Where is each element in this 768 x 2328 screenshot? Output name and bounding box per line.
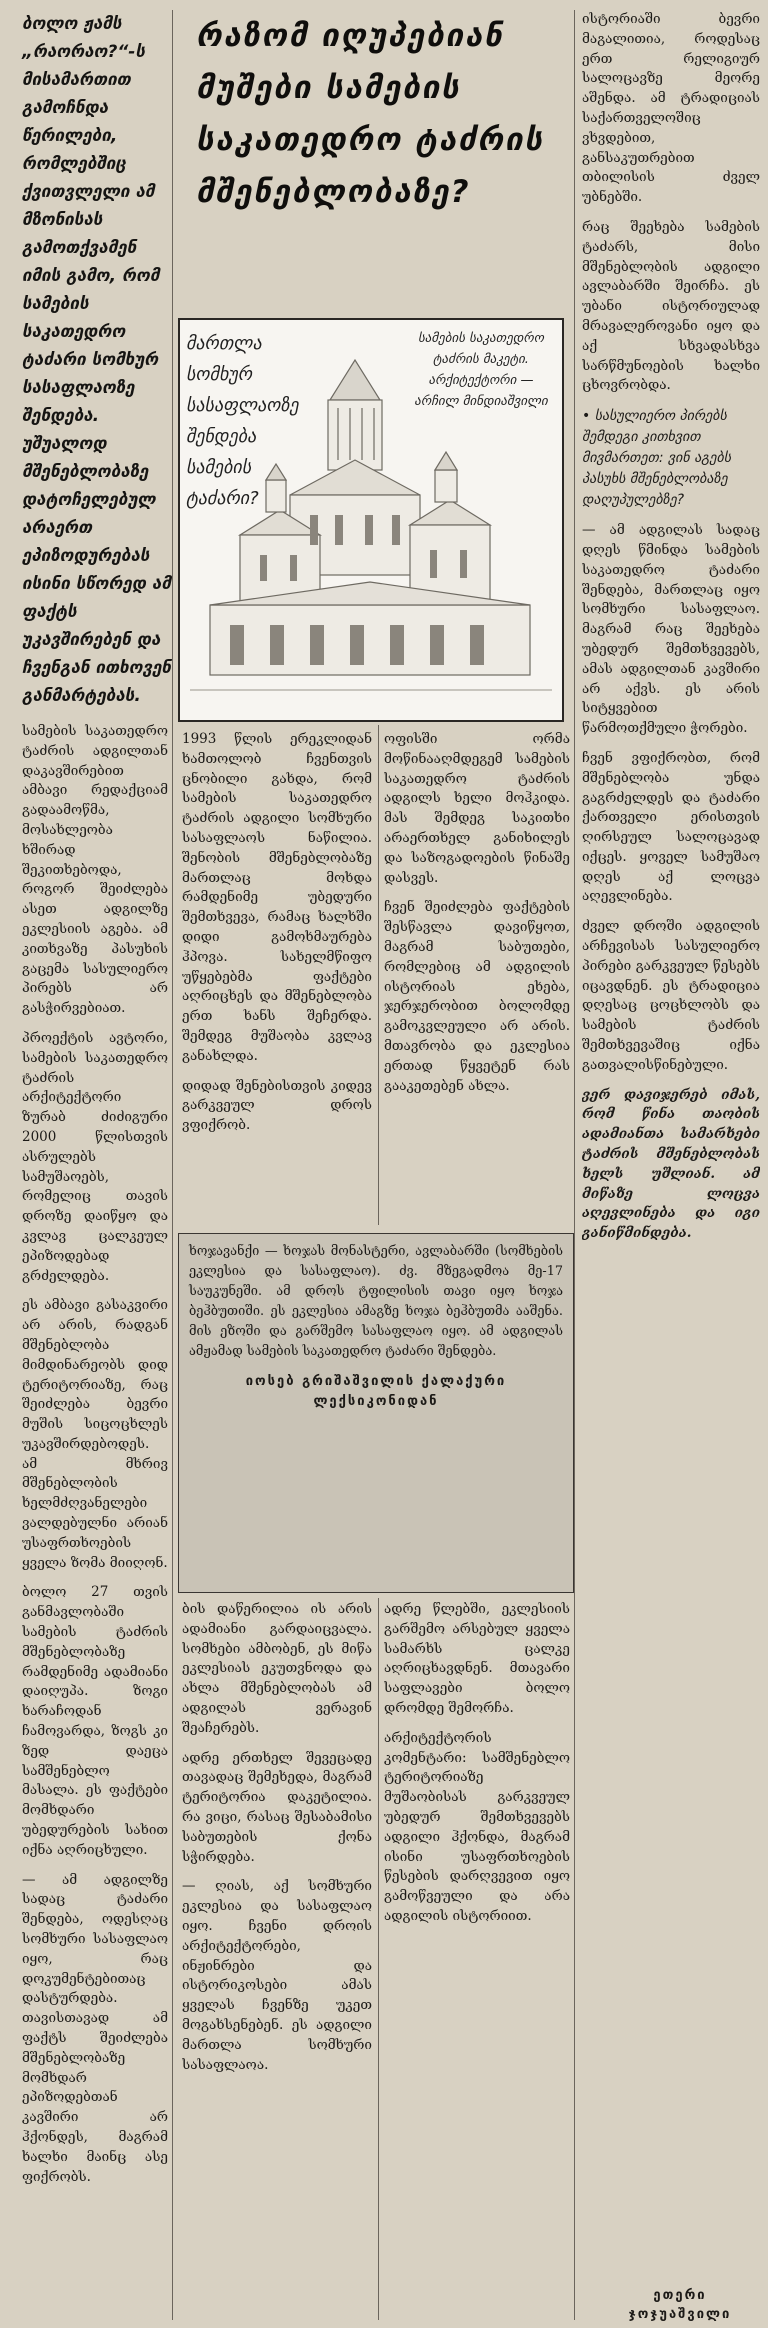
- paragraph: ბის დაწერილია ის არის ადამიანი გარდაიცვალა. სომხები ამბობენ, ეს მიწა ეკლესიას ეკუთვნოდა და ახლა მშენებლობას ამ ადგილას ვერავინ შეაჩერებს.: [182, 1601, 372, 1736]
- headline: რაზომ იღუპებიან მუშები სამების საკათედრო ტაძრის მშენებლობაზე?: [196, 18, 544, 210]
- cathedral-model-photo: [178, 318, 564, 722]
- paragraph: — ამ ადგილას სადაც დღეს წმინდა სამების საკათედრო ტაძარი შენდება, მართლაც იყო სომხური სასაფლაო. მაგრამ რაც შეეხება უბედურ შემთხვევებს, ამას ადგილთან კავშირი არ აქვს. ეს არის სიტყვებით წარმოთქმული ჭორები.: [582, 522, 760, 737]
- column-rule: [574, 10, 575, 2320]
- interview-question: • სასულიერო პირებს შემდეგი კითხვით მივმართეთ: ვინ აგებს პასუხს მშენებლობაზე დაღუპულებზე?: [582, 406, 760, 511]
- paragraph: ეს ამბავი გასაკვირი არ არის, რადგან მშენებლობა მიმდინარეობს დიდ ტერიტორიაზე, რაც შეიძლება ბევრი მუშის სიცოცხლეს უკავშირდებოდეს. ამ მხრივ მშენებლობის ხელმძღვანელები ვალდებულნი არიან უსაფრთხოების ყველა ზომა მიიღონ.: [22, 1297, 168, 1571]
- paragraph: ბოლო 27 თვის განმავლობაში სამების ტაძრის მშენებლობაზე რამდენიმე ადამიანი დაიღუპა. ზოგი ხარაჩოდან ჩამოვარდა, ზოგს კი ზედ დაეცა სამშენებლო მასალა. ეს ფაქტები მომხდარი უბედურების სახით იქნა აღრიცხული.: [22, 1584, 168, 1858]
- paragraph: დიდად შენებისთვის კიდევ გარკვეულ დროს ვფიქრობ.: [182, 1077, 372, 1134]
- paragraph: სამების საკათედრო ტაძრის ადგილთან დაკავშირებით ამბავი რედაქციამ გადაამოწმა, მოსახლეობა ხშირად შეკითხებოდა, როგორ შეიძლება ასეთ ადგილზე ეკლესიის აგება. ამ კითხვაზე პასუხის გაცემა სასულიერო პირებს არ გასჭირვებიათ.: [22, 723, 168, 1017]
- cathedral-illustration: [180, 320, 562, 720]
- paragraph: 1993 წლის ერეკლიდან ხამთოლობ ჩვენთვის ცნობილი გახდა, რომ სამების საკათედრო ტაძრის ადგილი სომხური სასაფლაოს ნაწილია. შენობის მშენებლობაზე მართლაც მოხდა რამდენიმე უბედური შემთხვევა, რამაც ხალხში დიდი გამოხმაურება ჰპოვა. სახელმწიფო უწყებებმა ფაქტები აღრიცხეს და მშენებლობა ერთ ხანს შეჩერდა. შემდეგ მუშაობა კვლავ განახლდა.: [182, 731, 372, 1064]
- photo-caption-credit: სამების საკათედრო ტაძრის მაკეტი. არქიტექტორი — არჩილ მინდიაშვილი: [414, 331, 548, 409]
- paragraph: ოფისში ორმა მოწინააღმდეგემ სამების საკათედრო ტაძრის ადგილს ხელი მოჰკიდა. მას შემდეგ საკითხი არაერთხელ განიხილეს და საზოგადოების წინაშე დასვეს.: [384, 731, 570, 886]
- paragraph: ადრე წლებში, ეკლესიის გარშემო არსებულ ყველა სამარხს ცალკე აღრიცხავდნენ. მთავარი საფლავები ბოლო დრომდე შემორჩა.: [384, 1601, 570, 1716]
- paragraph: ვერ დავიჯერებ იმას, რომ წინა თაობის ადამიანთა სამარხები ტაძრის მშენებლობას ხელს უშლიან. ამ მიწაზე ლოცვა აღევლინება და იგი განიწმინდება.: [582, 1086, 760, 1242]
- photo-caption-question: მართლა სომხურ სასაფლაოზე შენდება სამების ტაძარი?: [186, 333, 299, 509]
- dictionary-sidebar: [178, 1233, 574, 1593]
- column-center-b: [384, 730, 570, 1225]
- paragraph: არქიტექტორის კომენტარი: სამშენებლო ტერიტორიაზე მუშაობისას გარკვეულ უბედურ შემთხვევებს ადგილი ჰქონდა, მაგრამ ისინი უსაფრთხოების წესების დარღვევით იყო გამოწვეული და არა ადგილის ისტორიით.: [384, 1729, 570, 1924]
- paragraph: ისტორიაში ბევრი მაგალითია, როდესაც ერთ რელიგიურ სალოცავზე მეორე აშენდა. ამ ტრადიციას საქართველოშიც ვხვდებით, განსაკუთრებით თბილისის ძველ უბნებში.: [582, 11, 760, 206]
- paragraph: რაც შეეხება სამების ტაძარს, მისი მშენებლობის ადგილი ავლაბარში შეირჩა. ეს უბანი ისტორიულად მრავალეროვანი იყო და აქ სხვადასხვა სარწმუნოების ხალხი ცხოვრობდა.: [582, 218, 760, 394]
- sidebar-byline: იოსებ გრიშაშვილის ქალაქური ლექსიკონიდან: [245, 1374, 507, 1409]
- paragraph: — ღიას, აქ სომხური ეკლესია და სასაფლაო იყო. ჩვენი დროის არქიტექტორები, ინჟინრები და ისტორიკოსები ამას ყველას ჩვენზე უკეთ მოგახსენებენ. ეს ადგილი მართლა სომხური სასაფლაოა.: [182, 1878, 372, 2073]
- lead-paragraph: ბოლო ჟამს „რაორაო?“-ს მისამართით გამოჩნდა წერილები, რომლებშიც ქვითვლელი ამ მზონისას გამოთქვამენ იმის გამო, რომ სამების საკათედრო ტაძარი სომხურ სასაფლაოზე შენდება. უშუალოდ მშენებლობაზე დატოჩელებულ არაერთ ეპიზოდურებას ისინი სწორედ ამ ფაქტს უკავშირებენ და ჩვენგან ითხოვენ განმარტებას.: [22, 14, 171, 706]
- column-rule: [172, 10, 173, 2320]
- paragraph: ჩვენ შეიძლება ფაქტების შესწავლა დავიწყოთ, მაგრამ საბუთები, რომლებიც ამ ადგილის ისტორიას ეხება, ჯერჯერობით ბოლომდე გამოკვლეული არ არის. მთავრობა და ეკლესია ერთად წყვეტენ რას გააკეთებენ ახლა.: [384, 899, 570, 1094]
- column-left: [22, 722, 168, 2322]
- paragraph: პროექტის ავტორი, სამების საკათედრო ტაძრის არქიტექტორი ზურაბ ძიძიგური 2000 წლისთვის ასრულებს სამუშაოებს, რომელიც თავის დროზე დაიწყო და კვლავ ცალკეულ ეპიზოდებად გრძელდება.: [22, 1029, 168, 1284]
- author-signature: ეთერი ჯოჯუაშვილი: [628, 2288, 732, 2322]
- column-rule: [378, 725, 379, 1225]
- paragraph: ადრე ერთხელ შევეცადე თავადაც შემეხედა, მაგრამ ტერიტორია დაკეტილია. რა ვიცი, რასაც შესაბამისი საბუთების ქონა სჭირდება.: [182, 1749, 372, 1865]
- column-center-c: [182, 1600, 372, 2320]
- sidebar-text: ხოჯავანქი — ხოჯას მონასტერი, ავლაბარში (სომხების ეკლესია და სასაფლაო). ძვ. მზეგადმოა მე-17 საუკუნეში. ამ დროს ტფილისის თავი იყო ხოჯა ბეჰბუთიში. ეს ეკლესია ამაგზე ხოჯა ბეჰბუთმა ააშენა. მის ეზოში და გარშემო სასაფლაო იყო. ამ ადგილას ამჟამად სამების საკათედრო ტაძარი შენდება.: [189, 1244, 563, 1359]
- column-right: [582, 10, 760, 2280]
- paragraph: ძველ დროში ადგილის არჩევისას სასულიერო პირები გარკვეულ წესებს იცავდნენ. ეს ტრადიცია დღესაც ცოცხლობს და სამების ტაძრის შემთხვევაშიც იქნა გათვალისწინებული.: [582, 918, 760, 1073]
- column-rule: [378, 1598, 379, 2320]
- paragraph: ჩვენ ვფიქრობთ, რომ მშენებლობა უნდა გაგრძელდეს და ტაძარი ქართველი ერისთვის ღირსეულ სალოცავად იქცეს. ყოველ სამუშაო დღეს აქ ლოცვა აღევლინება.: [582, 749, 760, 905]
- paragraph: — ამ ადგილზე სადაც ტაძარი შენდება, ოდესღაც სომხური სასაფლაო იყო, რაც დოკუმენტებითაც დასტურდება. თავისთავად ამ ფაქტს შეიძლება მშენებლობაზე მომხდარ ეპიზოდებთან კავშირი არ ჰქონდეს, მაგრამ ხალხი მაინც ასე ფიქრობს.: [22, 1871, 168, 2185]
- column-center-a: [182, 730, 372, 1225]
- column-center-d: [384, 1600, 570, 2320]
